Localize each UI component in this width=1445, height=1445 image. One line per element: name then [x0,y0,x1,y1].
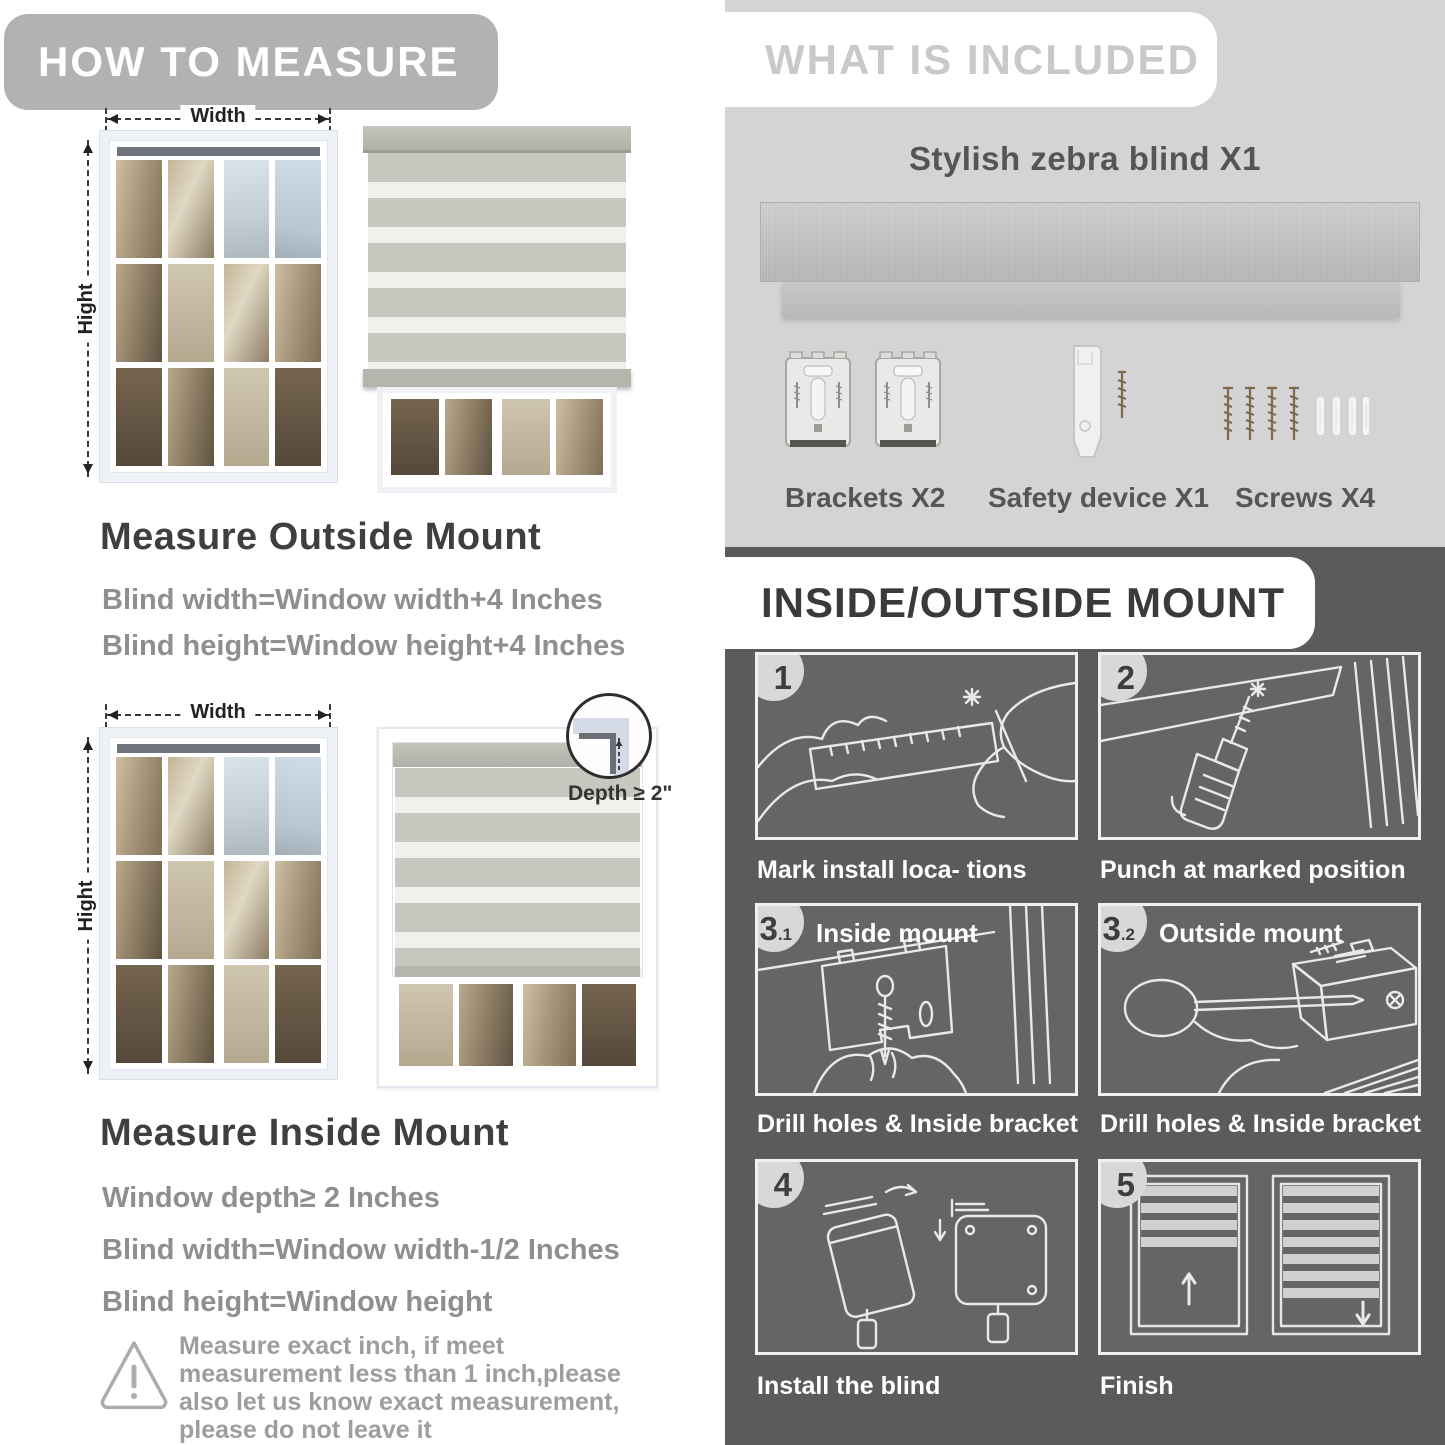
height-label: Hight [75,872,98,939]
blind-bottom-rail [363,369,631,387]
window-glass [116,757,321,1063]
step-badge: 5 [1098,1159,1147,1208]
width-arrow [105,701,331,723]
step-panel-4 [755,1159,1078,1355]
window-top-shade [117,744,320,753]
window-top-shade [117,147,320,156]
blind-bottom-rail [395,966,640,977]
step-panel-2 [1098,652,1421,840]
what-is-included-header: WHAT IS INCLUDED [725,12,1217,107]
step-badge: 4 [755,1159,804,1208]
arrow-tick [329,108,331,132]
step-caption-2: Punch at marked position [1100,856,1406,884]
how-to-measure-header: HOW TO MEASURE [4,14,498,110]
warning-triangle-icon [99,1336,169,1414]
window-pane [523,984,637,1066]
width-label: Width [180,701,255,724]
window-pane [224,757,322,1063]
step-panel-5 [1098,1159,1421,1355]
arrow-up-icon [83,735,93,750]
height-arrow [75,140,98,477]
window-pane [502,399,603,475]
window-pane [391,399,492,475]
frame-corner-detail-icon [569,696,649,776]
step-caption-5: Finish [1100,1372,1174,1400]
step-badge: 3 .2 [1098,903,1147,952]
inside-formula-depth: Window depth≥ 2 Inches [102,1182,440,1214]
arrow-tick [105,704,107,728]
step-title-inside-mount: Inside mount [816,918,978,948]
product-label: Stylish zebra blind X1 [908,140,1262,177]
brackets-icon [784,348,944,456]
finish-illustration [1101,1162,1418,1352]
arrow-down-icon [83,1061,93,1076]
blind-roll-image [782,282,1400,318]
window-glass [392,977,643,1073]
height-label: Hight [75,275,98,342]
arrow-down-icon [83,464,93,479]
window-frame [109,737,328,1070]
step-panel-3-1 [755,903,1078,1096]
step-badge: 1 [755,652,804,701]
depth-detail-circle [566,693,652,779]
window-pane [399,984,513,1066]
window-pane [224,160,322,466]
step-caption-3-2: Drill holes & Inside bracket [1100,1110,1421,1138]
arrow-tick [329,704,331,728]
height-arrow [75,737,98,1074]
mark-location-illustration [758,655,1075,837]
width-label: Width [180,105,255,128]
mount-section-header: INSIDE/OUTSIDE MOUNT [725,557,1315,649]
blind-headrail [363,126,631,153]
blind-cassette-image [760,202,1420,282]
width-arrow [105,105,331,127]
arrow-tick [105,108,107,132]
measure-note: Measure exact inch, if meet measurement less than 1 inch,please also let us know exact measurement, please do not leave it [179,1332,621,1444]
step-panel-3-2 [1098,903,1421,1096]
outside-formula-height: Blind height=Window height+4 Inches [102,630,626,662]
window-illustration-outside [99,130,338,483]
step-panel-1 [755,652,1078,840]
step-badge: 3 .1 [755,903,804,952]
install-blind-illustration [758,1162,1075,1352]
window-glass [116,160,321,466]
window-frame [109,140,328,473]
window-illustration-inside [99,727,338,1080]
step-caption-3-1: Drill holes & Inside bracket [757,1110,1078,1138]
drill-illustration [1101,655,1418,837]
inside-formula-width: Blind width=Window width-1/2 Inches [102,1234,620,1266]
step-caption-1: Mark install loca- tions [757,856,1027,884]
brackets-label: Brackets X2 [785,482,946,513]
step-title-outside-mount: Outside mount [1159,918,1343,948]
screws-icon [1220,382,1370,454]
depth-label: Depth ≥ 2" [568,782,673,805]
step-caption-4: Install the blind [757,1372,941,1400]
window-pane [116,757,214,1063]
window-frame [383,393,611,487]
step-badge: 2 [1098,652,1147,701]
inside-mount-title: Measure Inside Mount [100,1112,510,1154]
screws-label: Screws X4 [1235,482,1376,513]
window-pane [116,160,214,466]
inside-formula-height: Blind height=Window height [102,1286,493,1318]
zebra-blind-outside [368,153,626,369]
window-under-blind [377,387,617,493]
outside-mount-title: Measure Outside Mount [100,516,542,558]
safety-device-label: Safety device X1 [988,482,1210,513]
safety-device-icon [1058,342,1136,462]
outside-formula-width: Blind width=Window width+4 Inches [102,584,603,616]
arrow-up-icon [83,138,93,153]
